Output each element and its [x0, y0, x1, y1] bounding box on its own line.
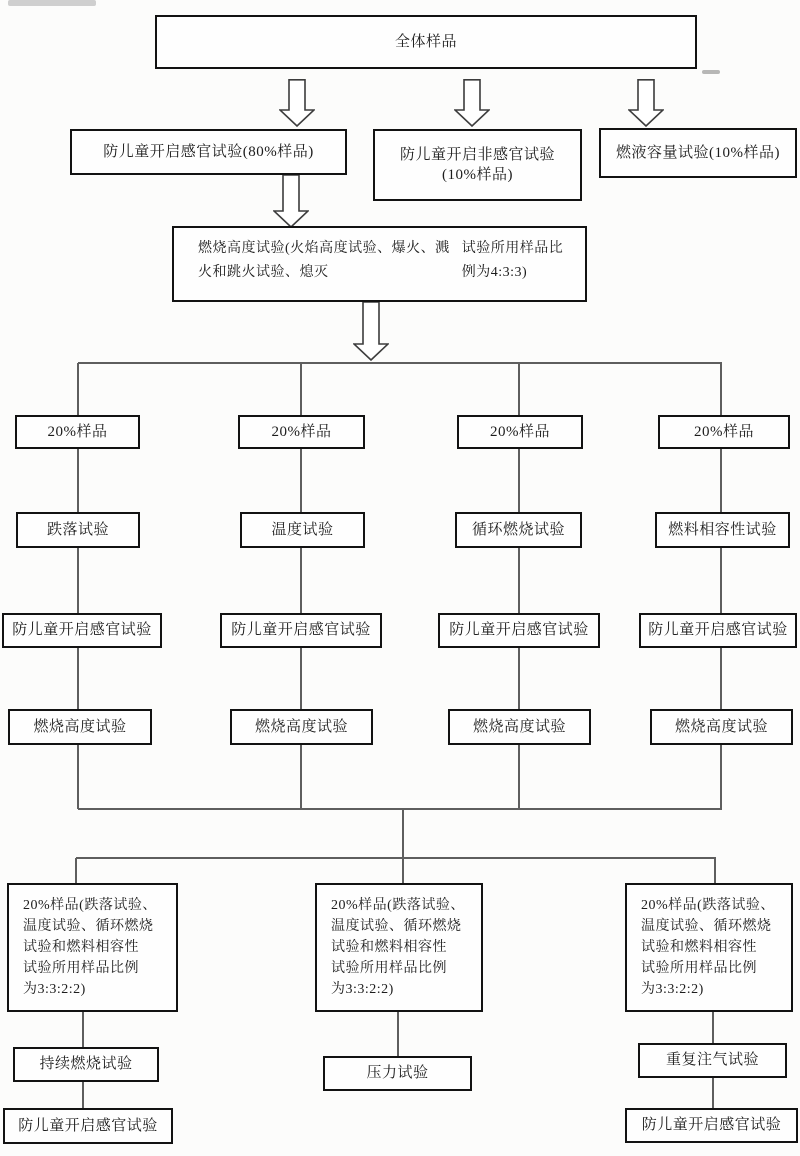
node-label: 循环燃烧试验 — [471, 521, 565, 538]
node-group1-sensory — [3, 1108, 173, 1144]
node-label-line: 为3:3:2:2) — [23, 982, 86, 997]
connector — [518, 449, 520, 512]
node-label-line: 20%样品(跌落试验、 — [641, 898, 775, 913]
connector — [720, 449, 722, 512]
node-label: 防儿童开启感官试验 — [648, 622, 788, 639]
node-label: 防儿童开启感官试验 — [12, 622, 152, 639]
node-label: 燃烧高度试验 — [674, 718, 768, 735]
node-label-line: 试验和燃料相容性 — [331, 940, 447, 955]
node-col3-burn-height — [448, 709, 591, 745]
node-col4-fuel-compatibility-test — [655, 512, 790, 548]
node-label-line1: 防儿童开启非感官试验 — [399, 146, 555, 163]
connector — [402, 858, 404, 884]
connector — [82, 1012, 84, 1047]
scan-artifact — [8, 0, 96, 6]
node-label: 防儿童开启感官试验 — [641, 1117, 782, 1134]
node-label-line: 试验所用样品比例 — [23, 961, 139, 976]
node-label: 全体样品 — [394, 33, 457, 50]
node-col3-sample — [457, 415, 583, 449]
node-group2-pressure-test — [323, 1056, 472, 1091]
connector — [77, 548, 79, 613]
branch-line-2 — [76, 857, 716, 859]
node-col2-burn-height — [230, 709, 373, 745]
down-block-arrow-2 — [454, 79, 490, 127]
connector — [712, 1078, 714, 1108]
node-col1-burn-height — [8, 709, 152, 745]
connector — [720, 548, 722, 613]
node-label: 防儿童开启感官试验 — [231, 622, 371, 639]
node-label: 燃烧高度试验 — [254, 718, 348, 735]
node-group1-sample — [7, 883, 178, 1012]
connector — [300, 648, 302, 709]
down-block-arrow-3 — [628, 79, 664, 127]
node-label: 持续燃烧试验 — [39, 1056, 133, 1073]
node-burn-height-main — [172, 226, 587, 302]
node-label: 燃烧高度试验 — [472, 718, 566, 735]
connector — [720, 648, 722, 709]
node-col2-sensory — [220, 613, 382, 648]
node-label-line: 为3:3:2:2) — [331, 982, 394, 997]
node-col1-drop-test — [16, 512, 140, 548]
node-group1-continuous-burn-test — [13, 1047, 159, 1082]
node-label-line: 温度试验、循环燃烧 — [23, 919, 154, 934]
connector — [402, 809, 404, 859]
connector — [77, 745, 79, 809]
connector — [82, 1082, 84, 1108]
node-label: 温度试验 — [271, 521, 334, 538]
node-col3-sensory — [438, 613, 600, 648]
connector — [77, 648, 79, 709]
connector — [300, 548, 302, 613]
connector — [300, 745, 302, 809]
node-label: 压力试验 — [366, 1065, 429, 1082]
node-label-line: 试验所用样品比例 — [331, 961, 447, 976]
node-col2-sample — [238, 415, 365, 449]
connector — [518, 363, 520, 415]
branch-line — [78, 362, 722, 364]
connector — [77, 363, 79, 415]
node-label: 防儿童开启感官试验 — [18, 1117, 158, 1134]
node-col2-temperature-test — [240, 512, 365, 548]
connector — [714, 858, 716, 884]
node-child-resistant-nonsensory-10 — [373, 129, 582, 201]
connector — [77, 449, 79, 512]
node-label-line1: 燃烧高度试验(火焰高度试验、爆火、溅火和跳火试验、熄灭 — [198, 241, 450, 280]
node-label-line: 试验和燃料相容性 — [23, 940, 139, 955]
node-label-line: 试验所用样品比例 — [641, 961, 757, 976]
node-group3-repeat-gas-fill-test — [638, 1043, 787, 1078]
merge-line — [78, 808, 722, 810]
node-label: 20%样品 — [694, 423, 754, 440]
node-fuel-capacity-10 — [599, 128, 797, 178]
node-group3-sample — [625, 883, 793, 1012]
node-col4-burn-height — [650, 709, 793, 745]
node-label: 重复注气试验 — [665, 1052, 759, 1069]
connector — [712, 1012, 714, 1043]
node-col1-sample — [15, 415, 140, 449]
connector — [720, 745, 722, 809]
connector — [397, 1012, 399, 1056]
scan-artifact — [702, 70, 720, 74]
connector — [75, 858, 77, 884]
node-all-samples — [155, 15, 697, 69]
connector — [300, 449, 302, 512]
node-child-resistant-sensory-80 — [70, 129, 347, 175]
node-col4-sample — [658, 415, 790, 449]
node-label: 20%样品 — [490, 423, 550, 440]
node-label-line: 温度试验、循环燃烧 — [641, 919, 772, 934]
node-label: 燃料相容性试验 — [668, 521, 777, 538]
down-block-arrow-4 — [273, 175, 309, 228]
node-label-line: 试验和燃料相容性 — [641, 940, 757, 955]
connector — [720, 363, 722, 415]
node-label-line: 20%样品(跌落试验、 — [23, 898, 157, 913]
node-group2-sample — [315, 883, 483, 1012]
node-label-line: 温度试验、循环燃烧 — [331, 919, 462, 934]
node-label-line: 为3:3:2:2) — [641, 982, 704, 997]
node-col3-cyclic-burn-test — [455, 512, 582, 548]
node-label: 防儿童开启感官试验 — [449, 622, 589, 639]
node-label-line2: (10%样品) — [442, 167, 513, 183]
node-col1-sensory — [2, 613, 162, 648]
node-label: 20%样品 — [47, 423, 108, 440]
down-block-arrow-5 — [353, 302, 389, 361]
connector — [300, 363, 302, 415]
connector — [518, 648, 520, 709]
down-block-arrow-1 — [279, 79, 315, 127]
node-col4-sensory — [639, 613, 797, 648]
node-label: 防儿童开启感官试验(80%样品) — [103, 143, 314, 160]
node-label: 燃液容量试验(10%样品) — [616, 144, 780, 161]
node-label: 20%样品 — [271, 423, 332, 440]
node-group3-sensory — [625, 1108, 798, 1143]
connector — [518, 548, 520, 613]
node-label: 跌落试验 — [46, 521, 109, 538]
connector — [518, 745, 520, 809]
node-label-line2: 试验所用样品比例为4:3:3) — [461, 241, 564, 280]
node-label: 燃烧高度试验 — [33, 718, 127, 735]
node-label-line: 20%样品(跌落试验、 — [331, 898, 465, 913]
